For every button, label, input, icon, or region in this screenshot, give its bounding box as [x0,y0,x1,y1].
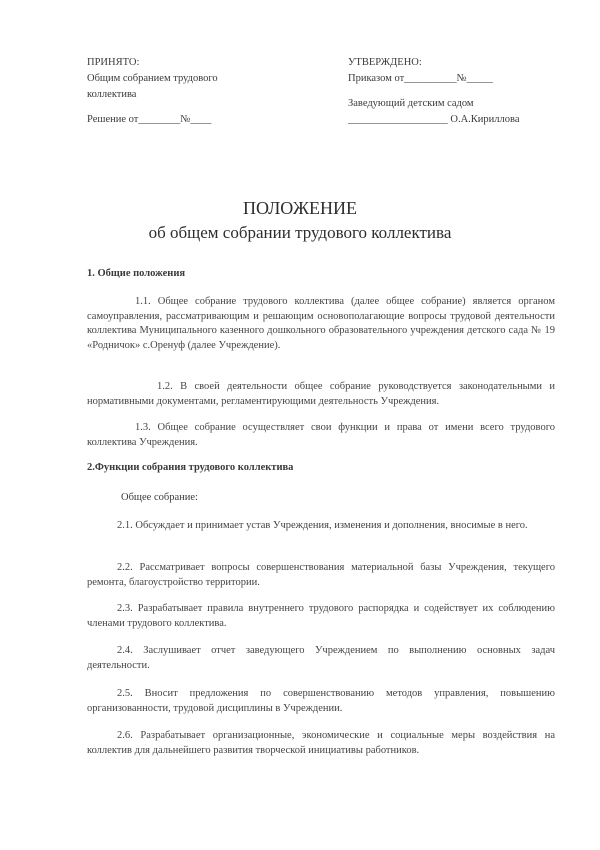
paragraph-1-2: 1.2. В своей деятельности общее собрание руководствуется законодательными и нормативными документами, регламентирующими деятельность Учреждения. [87,381,555,407]
paragraph-2-5: 2.5. Вносит предложения по совершенствованию методов управления, повышению организованности, трудовой дисциплины в Учреждении. [87,688,555,714]
paragraph-1-1: 1.1. Общее собрание трудового коллектива (далее общее собрание) является органом самоуправления, рассматривающим и решающим основополагающие вопросы трудовой деятельности коллектива Муниципального казенного дошкольного образовательного учреждения детского сада № 19 «Родничок» с.Оренуф (далее Учреждение). [87,296,555,351]
paragraph-2-3: 2.3. Разрабатывает правила внутреннего трудового распорядка и содействует их соблюдению членами трудового коллектива. [87,603,555,629]
head-title: Заведующий детским садом [348,98,474,109]
order-line: Приказом от__________№_____ [348,73,493,84]
section2-intro: Общее собрание: [121,492,198,503]
section1-heading: 1. Общие положения [87,268,186,279]
decision-line: Решение от________№____ [87,114,212,125]
paragraph-2-1: 2.1. Обсуждает и принимает устав Учреждения, изменения и дополнения, вносимые в него. [117,520,528,531]
accepted-by-cont: коллектива [87,89,137,100]
document-subtitle: об общем собрании трудового коллектива [148,223,452,242]
paragraph-2-4: 2.4. Заслушивает отчет заведующего Учреждением по выполнению основных задач деятельности. [87,645,555,671]
approved-label: УТВЕРЖДЕНО: [348,57,422,68]
approval-block-approved [348,55,520,128]
document-title: ПОЛОЖЕНИЕ [243,198,357,218]
accepted-by: Общим собранием трудового [87,73,218,84]
approval-block-accepted [87,55,218,128]
signature-line: ___________________ О.А.Кириллова [348,114,520,125]
paragraph-1-3: 1.3. Общее собрание осуществляет свои функции и права от имени всего трудового коллектива Учреждения. [87,422,555,448]
section2-heading: 2.Функции собрания трудового коллектива [87,462,294,473]
accepted-label: ПРИНЯТО: [87,57,140,68]
paragraph-2-2: 2.2. Рассматривает вопросы совершенствования материальной базы Учреждения, текущего ремонта, благоустройство территории. [87,562,555,588]
paragraph-2-6: 2.6. Разрабатывает организационные, экономические и социальные меры воздействия на коллектив для дальнейшего развития творческой инициативы работников. [87,730,555,756]
